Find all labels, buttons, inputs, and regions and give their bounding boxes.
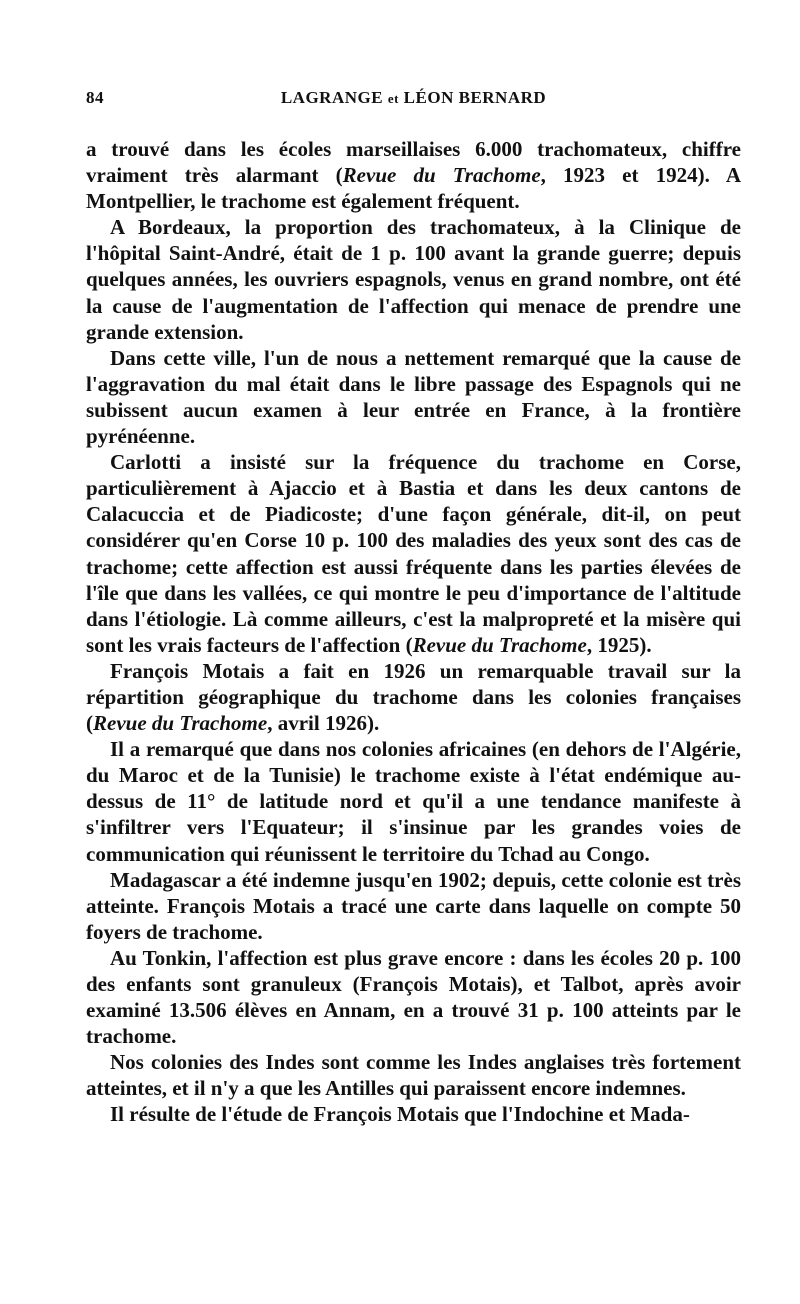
paragraph [86,449,741,658]
paragraph [86,1101,741,1127]
journal-title: Revue du Trachome [412,632,587,657]
paragraph-text: , avril 1926). [267,711,380,736]
paragraph-text: Nos colonies des Indes sont comme les Indes anglaises très fortement atteintes, et il n'y a que les Antilles qui paraissent encore indemnes. [86,1050,741,1101]
journal-title: Revue du Trachome [342,163,541,188]
paragraph [86,945,741,1049]
paragraph [86,658,741,736]
page-number: 84 [86,88,104,107]
paragraph-text: Dans cette ville, l'un de nous a nettement remarqué que la cause de l'aggravation du mal était dans le libre passage des Espagnols qui ne subissent aucun examen à leur entrée en France, à la frontière pyrénéenne. [86,345,741,449]
author-conjunction: et [387,91,399,106]
paragraph-text: , 1923 et 1924). A Montpellier, le trachome est également fréquent. [86,163,741,214]
paragraph [86,1049,741,1101]
paragraph [86,214,741,344]
paragraph-text: A Bordeaux, la proportion des trachomateux, à la Clinique de l'hôpital Saint-André, était de 1 p. 100 avant la grande guerre; depuis quelques années, les ouvriers espagnols, venus en grand nombre, ont été la cause de l'augmentation de l'affection qui menace de prendre une grande extension. [86,215,741,344]
paragraph-text: a trouvé dans les écoles marseillaises 6.000 trachomateux, chiffre vraiment très alarmant ( [86,137,741,188]
paragraph-text: Carlotti a insisté sur la fréquence du trachome en Corse, particulièrement à Ajaccio et à Bastia et dans les deux cantons de Calacuccia et de Piadicoste; d'une façon générale, dit-il, on peut considérer qu'en Corse 10 p. 100 des maladies des yeux sont des cas de trachome; cette affection est aussi fréquente dans les parties élevées de l'île que dans les vallées, ce qui montre le peu d'importance de l'altitude dans l'étiologie. Là comme ailleurs, c'est la malpropreté et la misère qui sont les vrais facteurs de l'affection ( [86,450,741,657]
paragraph [86,345,741,449]
author-name: LAGRANGE [280,88,384,107]
paragraph-text: Il résulte de l'étude de François Motais que l'Indochine et Mada- [110,1102,690,1127]
paragraph [86,736,741,866]
paragraph [86,867,741,945]
body-text [86,136,741,1128]
paragraph [86,136,741,214]
paragraph-text: François Motais a fait en 1926 un remarquable travail sur la répartition géographique du trachome dans les colonies françaises ( [86,658,741,736]
paragraph-text: Il a remarqué que dans nos colonies africaines (en dehors de l'Algérie, du Maroc et de la Tunisie) le trachome existe à l'état endémique au-dessus de 11° de latitude nord et qu'il a une tendance manifeste à s'infiltrer vers l'Equateur; il s'insinue par les grandes voies de communication qui réunissent le territoire du Tchad au Congo. [86,737,741,866]
journal-title: Revue du Trachome [93,711,268,736]
paragraph-text: Au Tonkin, l'affection est plus grave encore : dans les écoles 20 p. 100 des enfants sont granuleux (François Motais), et Talbot, après avoir examiné 13.506 élèves en Annam, en a trouvé 31 p. 100 atteints par le trachome. [86,945,741,1049]
running-title [86,88,741,108]
author-name: LÉON BERNARD [403,88,547,107]
paragraph-text: , 1925). [586,632,652,657]
running-header [86,88,741,118]
paragraph-text: Madagascar a été indemne jusqu'en 1902; depuis, cette colonie est très atteinte. François Motais a tracé une carte dans laquelle on compte 50 foyers de trachome. [86,867,741,944]
